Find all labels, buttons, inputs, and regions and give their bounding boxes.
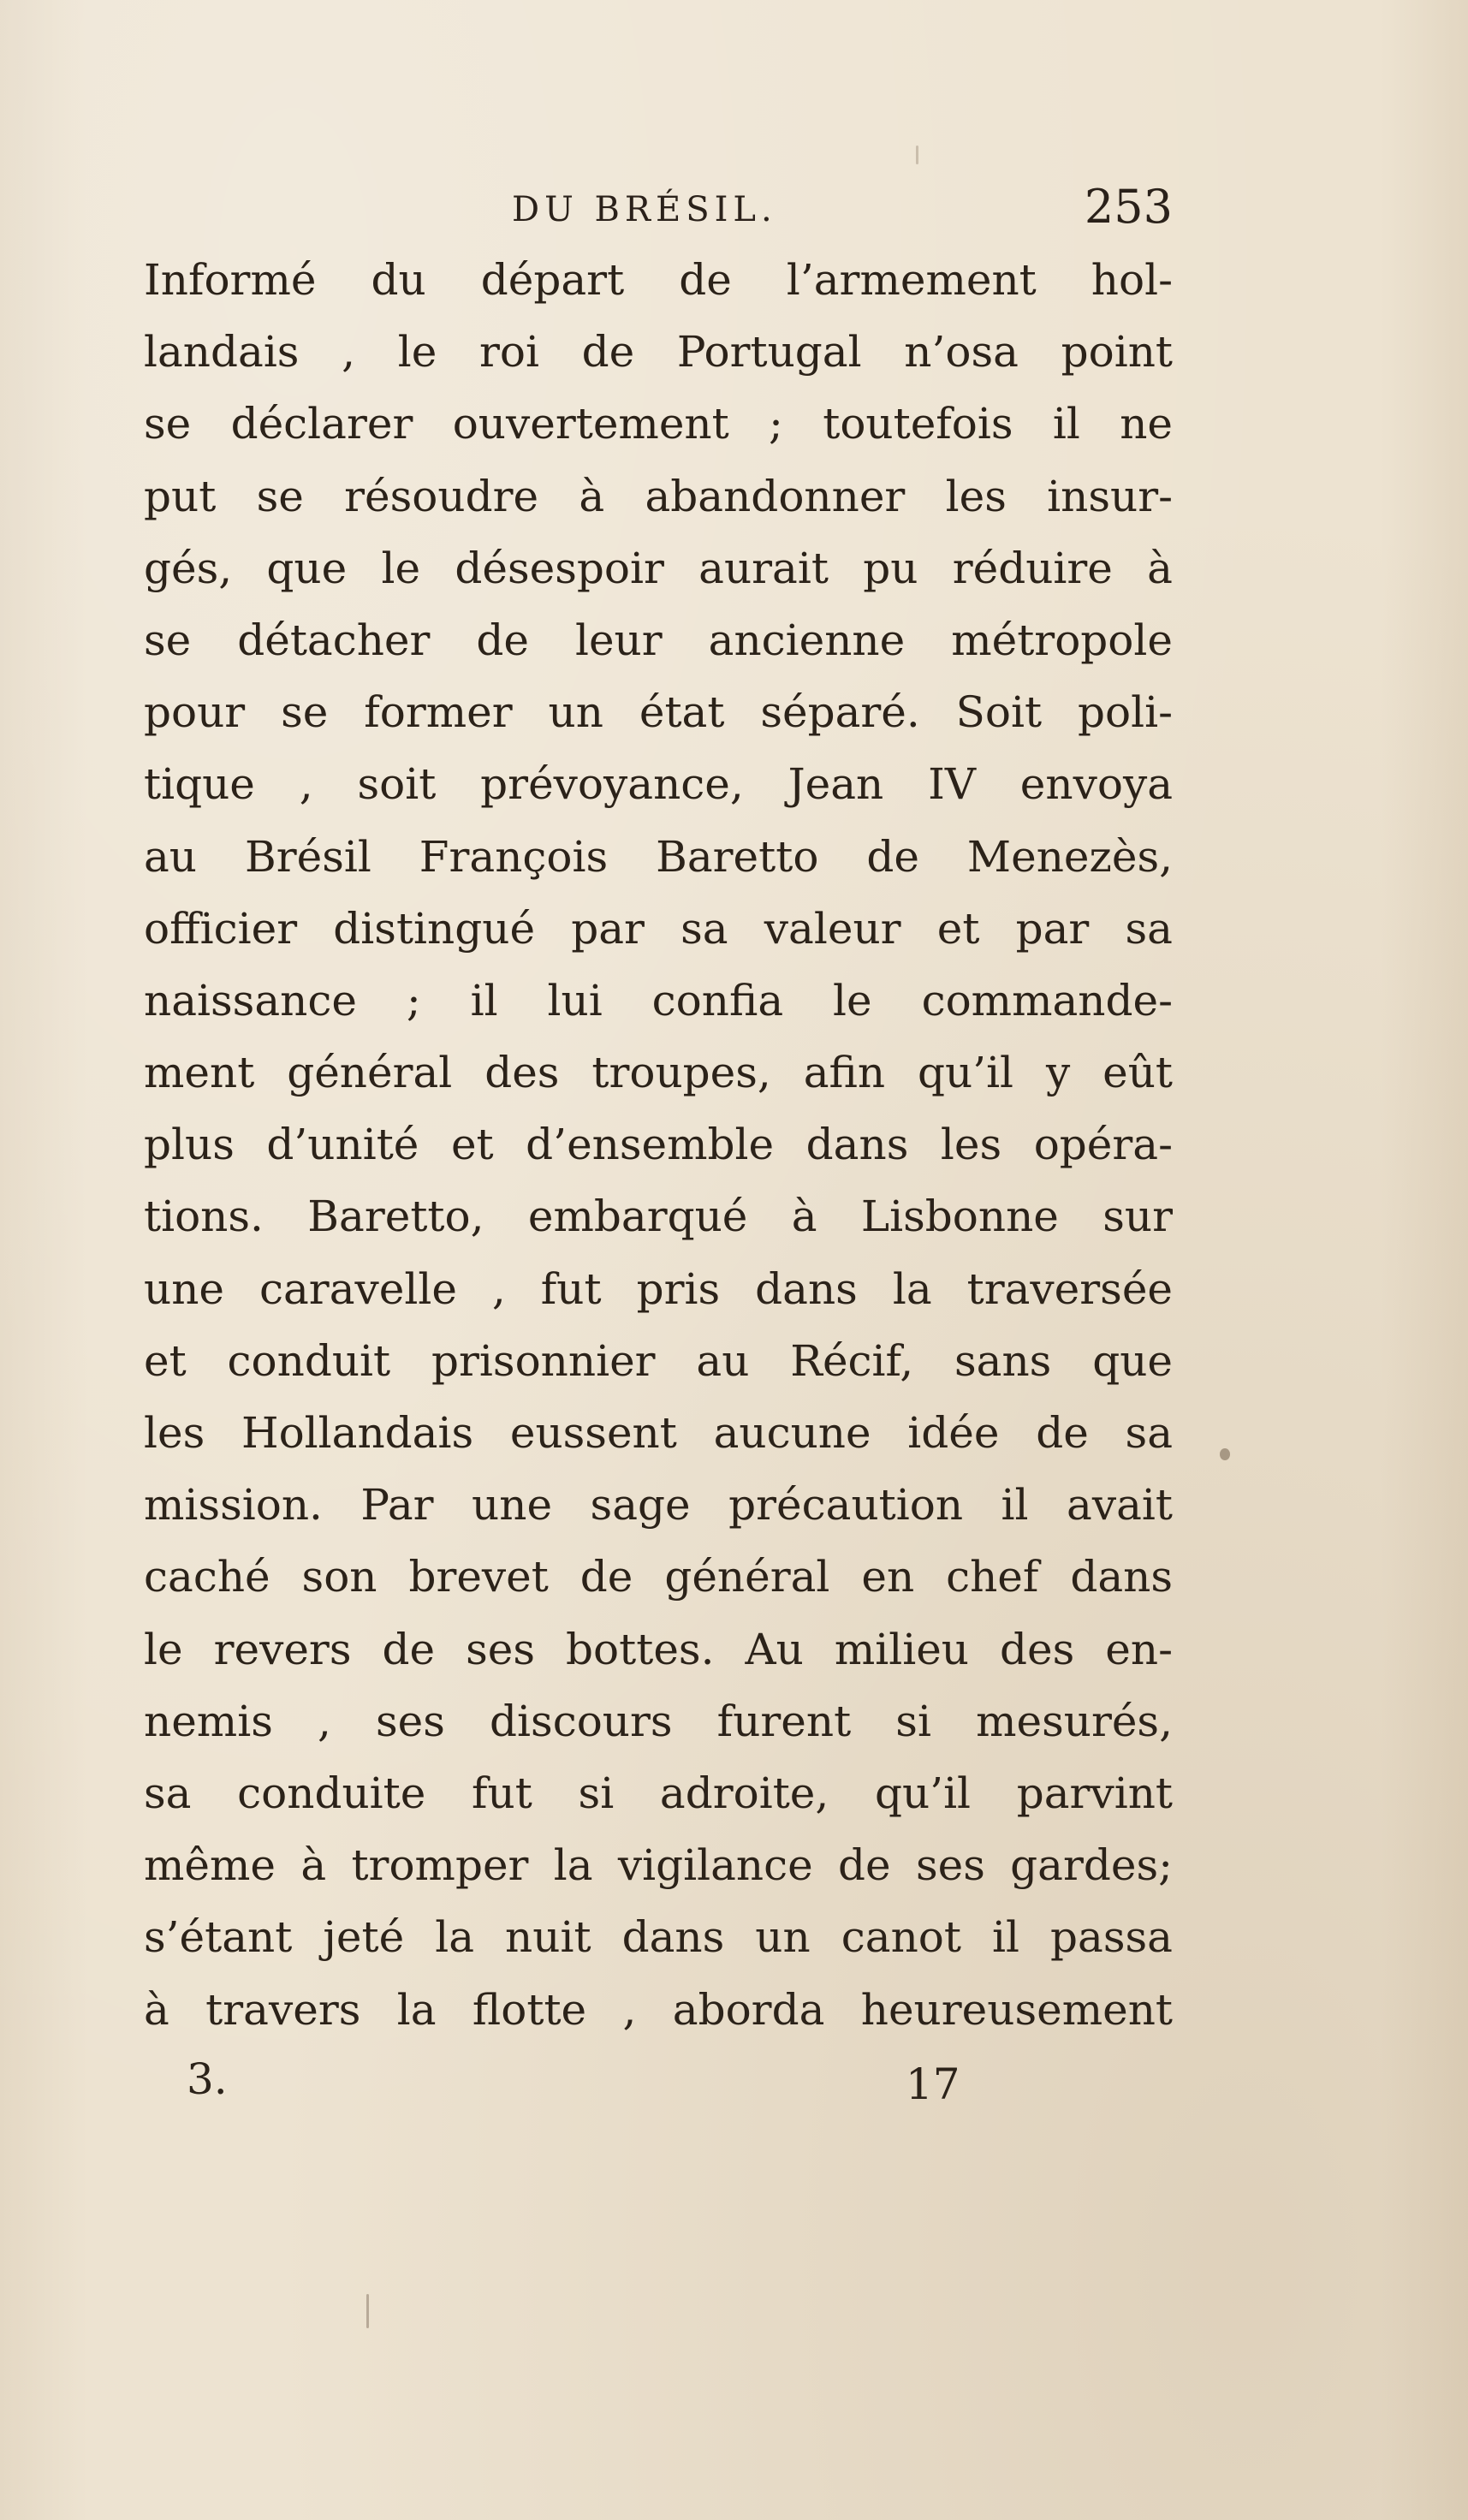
text-line: officier distingué par sa valeur et par sa	[144, 903, 1173, 954]
text-line: nemis , ses discours furent si mesurés,	[144, 1696, 1173, 1746]
signature-mark: 3.	[187, 2054, 228, 2104]
text-line: pour se former un état séparé. Soit poli-	[144, 687, 1173, 738]
text-line: landais , le roi de Portugal n’osa point	[144, 327, 1173, 377]
text-line: à travers la flotte , aborda heureusement	[144, 1984, 1173, 2035]
text-line: tique , soit prévoyance, Jean IV envoya	[144, 759, 1173, 810]
text-line: les Hollandais eussent aucune idée de sa	[144, 1408, 1173, 1458]
paper-speck	[916, 146, 918, 164]
text-line: gés, que le désespoir aurait pu réduire à	[144, 543, 1173, 593]
text-line: naissance ; il lui confia le commande-	[144, 975, 1173, 1025]
running-title: DU BRÉSIL.	[512, 190, 777, 229]
text-line: mission. Par une sage précaution il avait	[144, 1480, 1173, 1530]
text-line: au Brésil François Baretto de Menezès,	[144, 831, 1173, 882]
paper-speck	[1220, 1448, 1230, 1460]
text-line: put se résoudre à abandonner les insur-	[144, 471, 1173, 521]
text-line: s’étant jeté la nuit dans un canot il passa	[144, 1912, 1173, 1963]
page-header	[144, 180, 1173, 240]
text-line: une caravelle , fut pris dans la traversée	[144, 1263, 1173, 1314]
text-line: même à tromper la vigilance de ses gardes;	[144, 1840, 1173, 1891]
text-line: se détacher de leur ancienne métropole	[144, 615, 1173, 665]
text-line: et conduit prisonnier au Récif, sans que	[144, 1335, 1173, 1386]
paper-speck	[366, 2294, 369, 2328]
text-line: tions. Baretto, embarqué à Lisbonne sur	[144, 1192, 1173, 1242]
text-line: le revers de ses bottes. Au milieu des en-	[144, 1624, 1173, 1674]
text-line: caché son brevet de général en chef dans	[144, 1552, 1173, 1602]
text-line: ment général des troupes, afin qu’il y eût	[144, 1048, 1173, 1098]
text-line: se déclarer ouvertement ; toutefois il ne	[144, 399, 1173, 449]
gathering-number: 17	[906, 2059, 960, 2109]
text-line: Informé du départ de l’armement hol-	[144, 255, 1173, 305]
text-line: sa conduite fut si adroite, qu’il parvint	[144, 1768, 1173, 1818]
text-line: plus d’unité et d’ensemble dans les opéra-	[144, 1120, 1173, 1170]
page-footer	[144, 2054, 1173, 2123]
page-number: 253	[1084, 180, 1173, 234]
body-text	[144, 244, 1173, 2046]
